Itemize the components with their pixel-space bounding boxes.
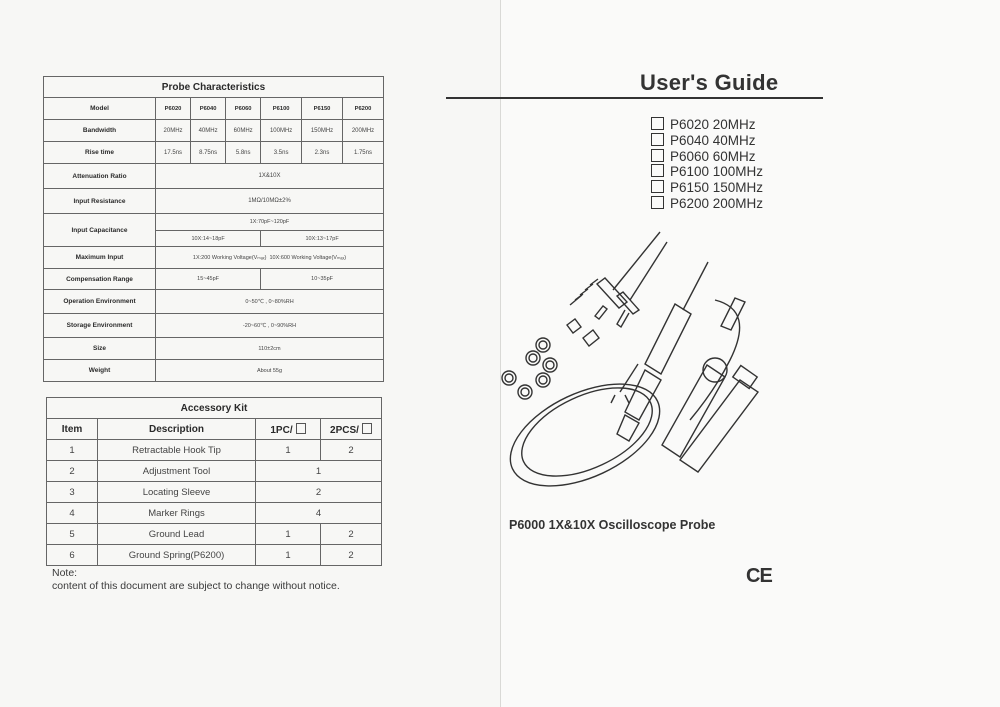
compensation-a: 15~45pF: [156, 269, 261, 290]
rise-time-cell: 3.5ns: [261, 142, 302, 164]
input-resistance-value: 1MΩ/10MΩ±2%: [156, 189, 384, 214]
two-pcs-cell: 2: [321, 545, 382, 566]
weight-value: About 55g: [156, 360, 384, 382]
note-label: Note:: [52, 567, 78, 579]
one-pc-cell: 1: [256, 524, 321, 545]
ground-lead-icon: [690, 300, 740, 420]
table-row: [47, 545, 382, 566]
checkbox-icon: [651, 149, 664, 162]
one-pc-label: 1PC/: [270, 424, 293, 436]
rise-time-cell: 2.3ns: [302, 142, 343, 164]
table-row: [47, 503, 382, 524]
item-header: Item: [47, 419, 98, 440]
max-input-value: [156, 247, 384, 269]
item-cell: 6: [47, 545, 98, 566]
model-option: [651, 133, 763, 149]
bandwidth-cell: 40MHz: [191, 120, 226, 142]
quantity-cell: 2: [256, 482, 382, 503]
model-cell: P6020: [156, 98, 191, 120]
table-row: [47, 461, 382, 482]
one-pc-header: [256, 419, 321, 440]
description-cell: Locating Sleeve: [98, 482, 256, 503]
max-input-10x: 10X:600 Working Voltage(Vₘₐₓ): [269, 254, 347, 261]
size-value: 110±2cm: [156, 338, 384, 360]
one-pc-cell: 1: [256, 440, 321, 461]
model-option: [651, 149, 763, 165]
weight-label: Weight: [44, 360, 156, 382]
model-cell: P6100: [261, 98, 302, 120]
probe-illustration: [495, 220, 785, 490]
model-cell: P6060: [226, 98, 261, 120]
description-cell: Ground Spring(P6200): [98, 545, 256, 566]
item-cell: 5: [47, 524, 98, 545]
description-cell: Ground Lead: [98, 524, 256, 545]
operation-env-label: Operation Environment: [44, 290, 156, 314]
one-pc-cell: 1: [256, 545, 321, 566]
model-cell: P6150: [302, 98, 343, 120]
checkbox-icon: [651, 180, 664, 193]
rise-time-cell: 5.8ns: [226, 142, 261, 164]
two-pcs-label: 2PCS/: [330, 424, 359, 436]
note-text: content of this document are subject to change without notice.: [52, 580, 340, 592]
model-option-label: P6100 100MHz: [670, 164, 764, 180]
quantity-cell: 4: [256, 503, 382, 524]
input-capacitance-1x: 1X:70pF~120pF: [156, 214, 384, 231]
guide-title: User's Guide: [640, 70, 779, 95]
input-capacitance-10x-b: 10X:13~17pF: [261, 231, 384, 247]
hook-tip-icon: [570, 232, 660, 308]
table-row: [47, 524, 382, 545]
item-cell: 4: [47, 503, 98, 524]
model-cell: P6200: [342, 98, 383, 120]
model-checklist: [651, 117, 763, 212]
checkbox-icon: [651, 196, 664, 209]
model-option: [651, 196, 763, 212]
compensation-label: Compensation Range: [44, 269, 156, 290]
max-input-label: Maximum Input: [44, 247, 156, 269]
input-capacitance-10x-a: 10X:14~18pF: [156, 231, 261, 247]
item-cell: 3: [47, 482, 98, 503]
marker-rings-icon: [502, 338, 557, 399]
bnc-connector-icon: [662, 358, 727, 457]
model-option-label: P6060 60MHz: [670, 148, 756, 164]
storage-env-value: -20~60℃ , 0~90%RH: [156, 314, 384, 338]
model-option: [651, 164, 763, 180]
probe-characteristics-table: [43, 76, 384, 382]
product-name: P6000 1X&10X Oscilloscope Probe: [509, 518, 716, 532]
bandwidth-label: Bandwidth: [44, 120, 156, 142]
bandwidth-cell: 60MHz: [226, 120, 261, 142]
model-option-label: P6020 20MHz: [670, 117, 756, 132]
operation-env-value: 0~50℃ , 0~80%RH: [156, 290, 384, 314]
quantity-cell: 1: [256, 461, 382, 482]
model-option-label: P6040 40MHz: [670, 132, 756, 148]
bandwidth-cell: 20MHz: [156, 120, 191, 142]
checkbox-icon: [651, 117, 664, 130]
two-pcs-header: [321, 419, 382, 440]
rise-time-cell: 1.75ns: [342, 142, 383, 164]
accessory-kit-table: [46, 397, 382, 566]
rise-time-label: Rise time: [44, 142, 156, 164]
model-option: [651, 117, 763, 133]
input-capacitance-label: Input Capacitance: [44, 214, 156, 247]
checkbox-icon: [651, 164, 664, 177]
description-header: Description: [98, 419, 256, 440]
two-pcs-cell: 2: [321, 440, 382, 461]
rise-time-cell: 8.75ns: [191, 142, 226, 164]
probe-table-title: Probe Characteristics: [44, 77, 384, 98]
accessory-table-title: Accessory Kit: [47, 398, 382, 419]
bandwidth-cell: 150MHz: [302, 120, 343, 142]
size-label: Size: [44, 338, 156, 360]
ce-mark: CE: [746, 565, 772, 587]
compensation-b: 10~35pF: [261, 269, 384, 290]
checkbox-icon: [362, 423, 372, 434]
bandwidth-cell: 200MHz: [342, 120, 383, 142]
model-option-label: P6150 150MHz: [670, 180, 764, 196]
max-input-1x: 1X:200 Working Voltage(Vₘₐₓ): [192, 254, 267, 261]
storage-env-label: Storage Environment: [44, 314, 156, 338]
table-row: [47, 482, 382, 503]
model-cell: P6040: [191, 98, 226, 120]
attenuation-label: Attenuation Ratio: [44, 164, 156, 189]
two-pcs-cell: 2: [321, 524, 382, 545]
model-label: Model: [44, 98, 156, 120]
attenuation-value: 1X&10X: [156, 164, 384, 189]
checkbox-icon: [651, 133, 664, 146]
model-option-label: P6200 200MHz: [670, 195, 764, 211]
input-resistance-label: Input Resistance: [44, 189, 156, 214]
rise-time-cell: 17.5ns: [156, 142, 191, 164]
title-rule: [446, 97, 823, 99]
description-cell: Marker Rings: [98, 503, 256, 524]
model-option: [651, 180, 763, 196]
bandwidth-cell: 100MHz: [261, 120, 302, 142]
table-row: [47, 440, 382, 461]
description-cell: Adjustment Tool: [98, 461, 256, 482]
checkbox-icon: [296, 423, 306, 434]
item-cell: 1: [47, 440, 98, 461]
description-cell: Retractable Hook Tip: [98, 440, 256, 461]
item-cell: 2: [47, 461, 98, 482]
